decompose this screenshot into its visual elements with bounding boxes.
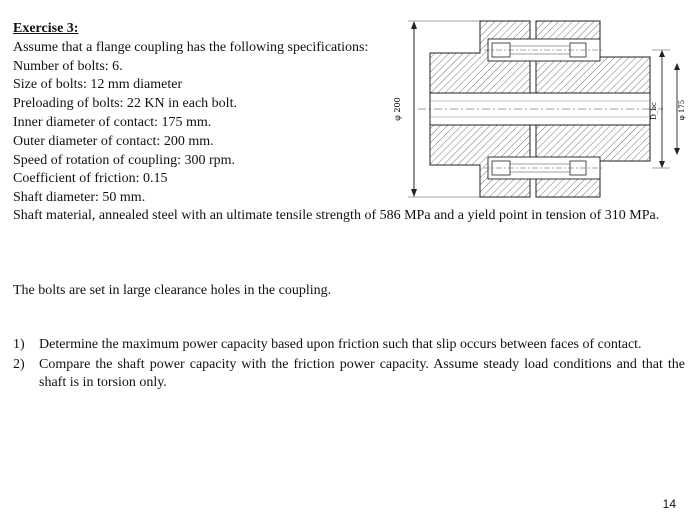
spec-line: Preloading of bolts: 22 KN in each bolt.: [13, 96, 237, 112]
inner-diameter-dimension: [674, 63, 686, 155]
question-number: 2): [13, 357, 25, 372]
spec-line: Outer diameter of contact: 200 mm.: [13, 133, 214, 149]
spec-line: Size of bolts: 12 mm diameter: [13, 77, 183, 93]
spec-line: Inner diameter of contact: 175 mm.: [13, 114, 212, 130]
bolt-clearance-note: The bolts are set in large clearance holes in the coupling.: [13, 283, 332, 298]
bolt-circle-label: D_bc: [650, 102, 658, 120]
flange-coupling-drawing: [388, 15, 688, 203]
specifications-block: [13, 20, 368, 208]
question-text: Compare the shaft power capacity with the friction power capacity. Assume steady load conditions and that the shaft is in torsion only.: [39, 357, 685, 390]
question-number: 1): [13, 337, 25, 352]
outer-diameter-label: φ 200: [393, 97, 402, 121]
spec-line: Speed of rotation of coupling: 300 rpm.: [13, 152, 236, 168]
page-number: 14: [662, 497, 676, 511]
top-bolt: [484, 39, 603, 61]
shaft-material-paragraph: Shaft material, annealed steel with an ultimate tensile strength of 586 MPa and a yield point in tension of 310 MPa.: [13, 208, 660, 223]
spec-line: Coefficient of friction: 0.15: [13, 171, 168, 187]
exercise-title: Exercise 3:: [13, 21, 79, 36]
spec-line: Shaft diameter: 50 mm.: [13, 190, 146, 206]
question-item: [13, 336, 685, 354]
question-text: Determine the maximum power capacity based upon friction such that slip occurs between faces of contact.: [39, 337, 642, 352]
inner-diameter-label: φ 175: [678, 99, 686, 121]
spec-line: Assume that a flange coupling has the following specifications:: [13, 39, 369, 55]
question-item: [13, 356, 685, 392]
spec-line: Number of bolts: 6.: [13, 58, 123, 74]
bottom-bolt: [484, 157, 603, 179]
shaft: [418, 93, 663, 125]
questions-list: [13, 336, 685, 394]
